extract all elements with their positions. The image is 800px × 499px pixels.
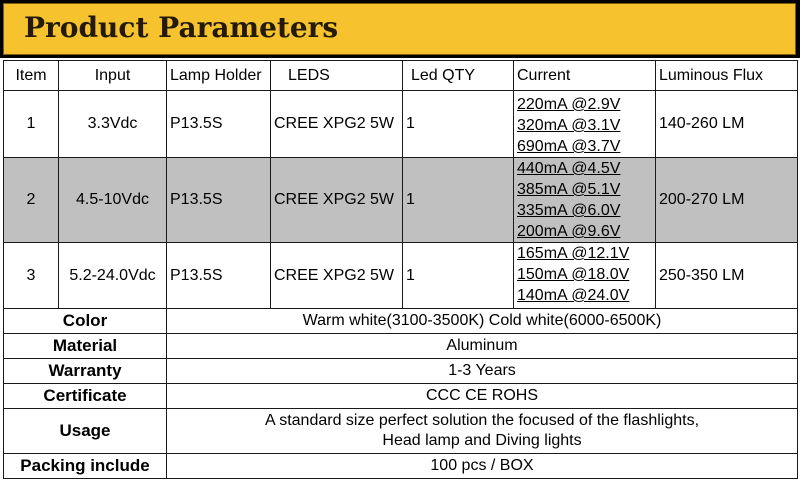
current-value: 320mA @3.1V — [517, 117, 621, 134]
cell-luminous-flux: 200-270 LM — [656, 158, 798, 243]
spec-label: Usage — [4, 409, 167, 454]
cell-item: 1 — [4, 91, 59, 158]
cell-luminous-flux: 140-260 LM — [656, 91, 798, 158]
cell-lamp-holder: P13.5S — [167, 243, 271, 309]
spec-row-material — [4, 334, 798, 359]
current-value: 220mA @2.9V — [517, 96, 621, 113]
spec-value: 100 pcs / BOX — [167, 454, 798, 479]
cell-item: 3 — [4, 243, 59, 309]
header-leds: LEDS — [271, 61, 403, 91]
cell-input: 3.3Vdc — [59, 91, 167, 158]
title-banner — [0, 0, 800, 58]
header-input: Input — [59, 61, 167, 91]
spec-row-packing — [4, 454, 798, 479]
usage-line: Head lamp and Diving lights — [382, 432, 582, 449]
spec-value: Warm white(3100-3500K) Cold white(6000-6500K) — [167, 309, 798, 334]
cell-current — [514, 91, 656, 158]
cell-input: 5.2-24.0Vdc — [59, 243, 167, 309]
cell-leds: CREE XPG2 5W — [271, 158, 403, 243]
header-row — [4, 61, 798, 91]
spec-row-certificate — [4, 384, 798, 409]
header-led-qty: Led QTY — [403, 61, 514, 91]
spec-label: Color — [4, 309, 167, 334]
cell-lamp-holder: P13.5S — [167, 158, 271, 243]
table-row — [4, 243, 798, 309]
spec-value: CCC CE ROHS — [167, 384, 798, 409]
spec-row-color — [4, 309, 798, 334]
table-row — [4, 91, 798, 158]
header-item: Item — [4, 61, 59, 91]
cell-leds: CREE XPG2 5W — [271, 243, 403, 309]
current-value: 140mA @24.0V — [517, 287, 630, 304]
parameters-table — [3, 60, 798, 479]
title-banner-fill — [3, 3, 796, 55]
cell-input: 4.5-10Vdc — [59, 158, 167, 243]
cell-leds: CREE XPG2 5W — [271, 91, 403, 158]
cell-led-qty: 1 — [403, 243, 514, 309]
spec-value — [167, 409, 798, 454]
spec-value: Aluminum — [167, 334, 798, 359]
usage-line: A standard size perfect solution the focused of the flashlights, — [264, 412, 700, 429]
spec-value: 1-3 Years — [167, 359, 798, 384]
current-value: 150mA @18.0V — [517, 266, 630, 283]
cell-lamp-holder: P13.5S — [167, 91, 271, 158]
current-value: 335mA @6.0V — [517, 202, 621, 219]
spec-row-warranty — [4, 359, 798, 384]
cell-current — [514, 243, 656, 309]
spec-label: Material — [4, 334, 167, 359]
page-title: Product Parameters — [24, 11, 339, 44]
cell-luminous-flux: 250-350 LM — [656, 243, 798, 309]
spec-row-usage — [4, 409, 798, 454]
cell-current — [514, 158, 656, 243]
header-luminous-flux: Luminous Flux — [656, 61, 798, 91]
current-value: 690mA @3.7V — [517, 138, 621, 155]
header-current: Current — [514, 61, 656, 91]
table-row — [4, 158, 798, 243]
spec-label: Certificate — [4, 384, 167, 409]
spec-label: Warranty — [4, 359, 167, 384]
cell-led-qty: 1 — [403, 91, 514, 158]
spec-label: Packing include — [4, 454, 167, 479]
current-value: 440mA @4.5V — [517, 160, 621, 177]
cell-item: 2 — [4, 158, 59, 243]
cell-led-qty: 1 — [403, 158, 514, 243]
current-value: 165mA @12.1V — [517, 245, 630, 262]
current-value: 385mA @5.1V — [517, 181, 621, 198]
header-lamp-holder: Lamp Holder — [167, 61, 271, 91]
current-value: 200mA @9.6V — [517, 223, 621, 240]
